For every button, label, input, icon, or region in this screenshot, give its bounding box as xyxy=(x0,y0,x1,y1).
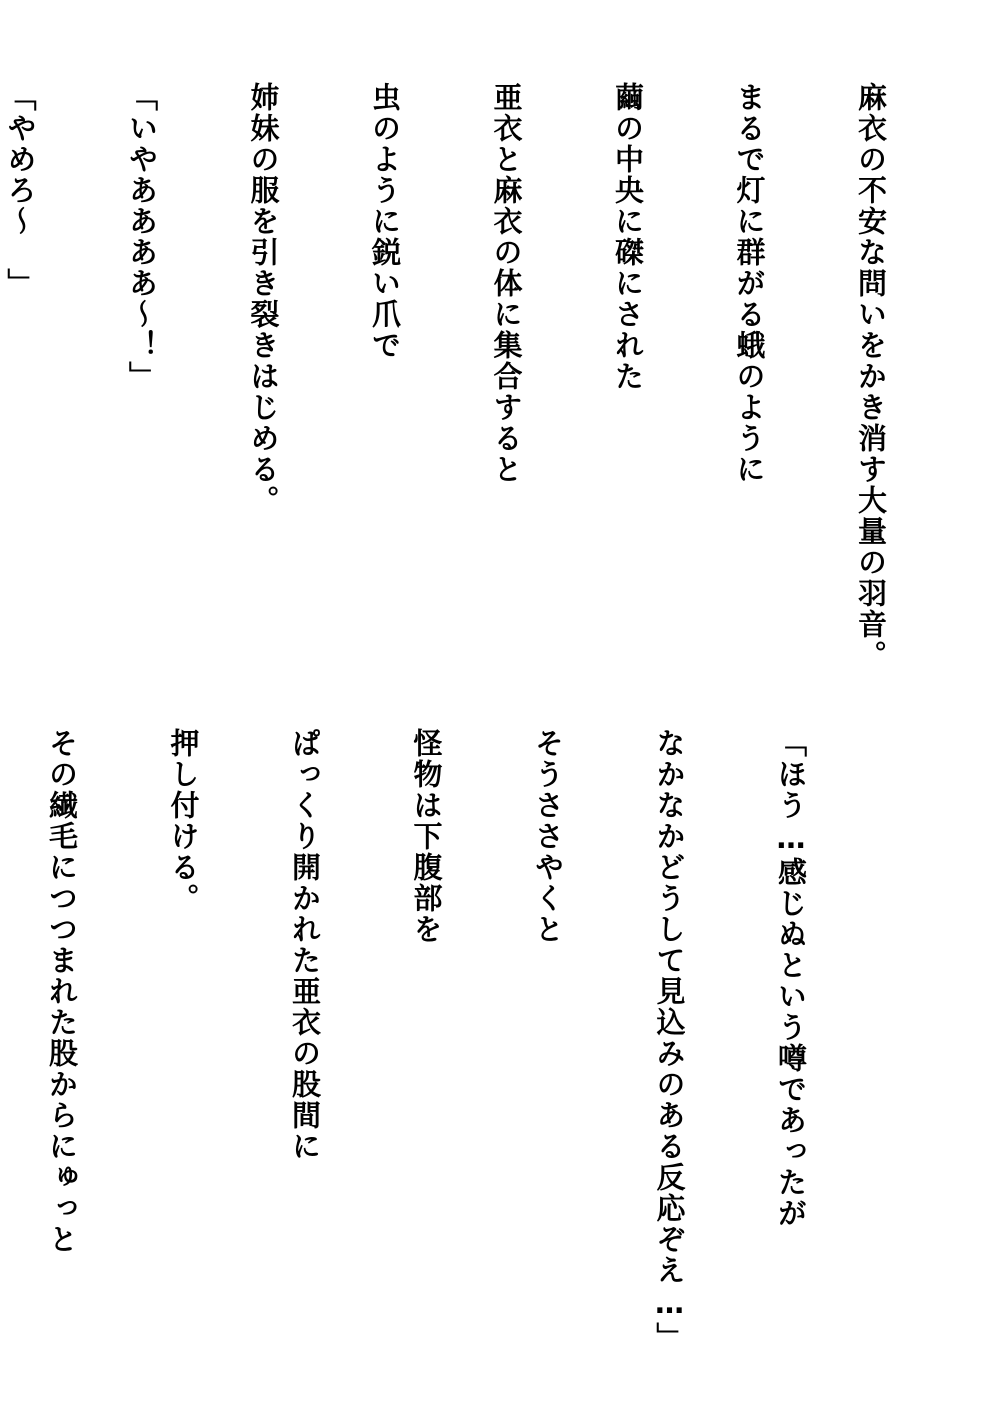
text-line: なかなかどうして見込みのある反応ぞえ…」 xyxy=(652,728,687,1353)
text-block-bottom xyxy=(0,728,892,1353)
text-line: そうささやくと xyxy=(531,728,565,945)
text-line: 「ほう…感じぬという噂であったが xyxy=(774,728,808,1229)
text-line: 怪物は下腹部を xyxy=(409,728,444,945)
text-line: 「いやああああ〜！」 xyxy=(125,82,159,392)
text-line: 押し付ける。 xyxy=(166,728,201,914)
text-line: 姉妹の服を引き裂きはじめる。 xyxy=(246,82,281,516)
text-line: 「やめろ〜 」 xyxy=(3,82,38,299)
text-line: 虫のように鋭い爪で xyxy=(368,82,402,361)
text-line: その繊毛につつまれた股からにゅっと xyxy=(45,728,79,1255)
text-line: 亜衣と麻衣の体に集合すると xyxy=(489,82,524,485)
text-line: 繭の中央に磔にされた xyxy=(611,82,645,392)
text-line: まるで灯に群がる蛾のように xyxy=(732,82,767,485)
text-line: 麻衣の不安な問いをかき消す大量の羽音。 xyxy=(854,82,888,671)
text-block-top xyxy=(0,82,972,702)
text-line: ぱっくり開かれた亜衣の股間に xyxy=(288,728,322,1162)
